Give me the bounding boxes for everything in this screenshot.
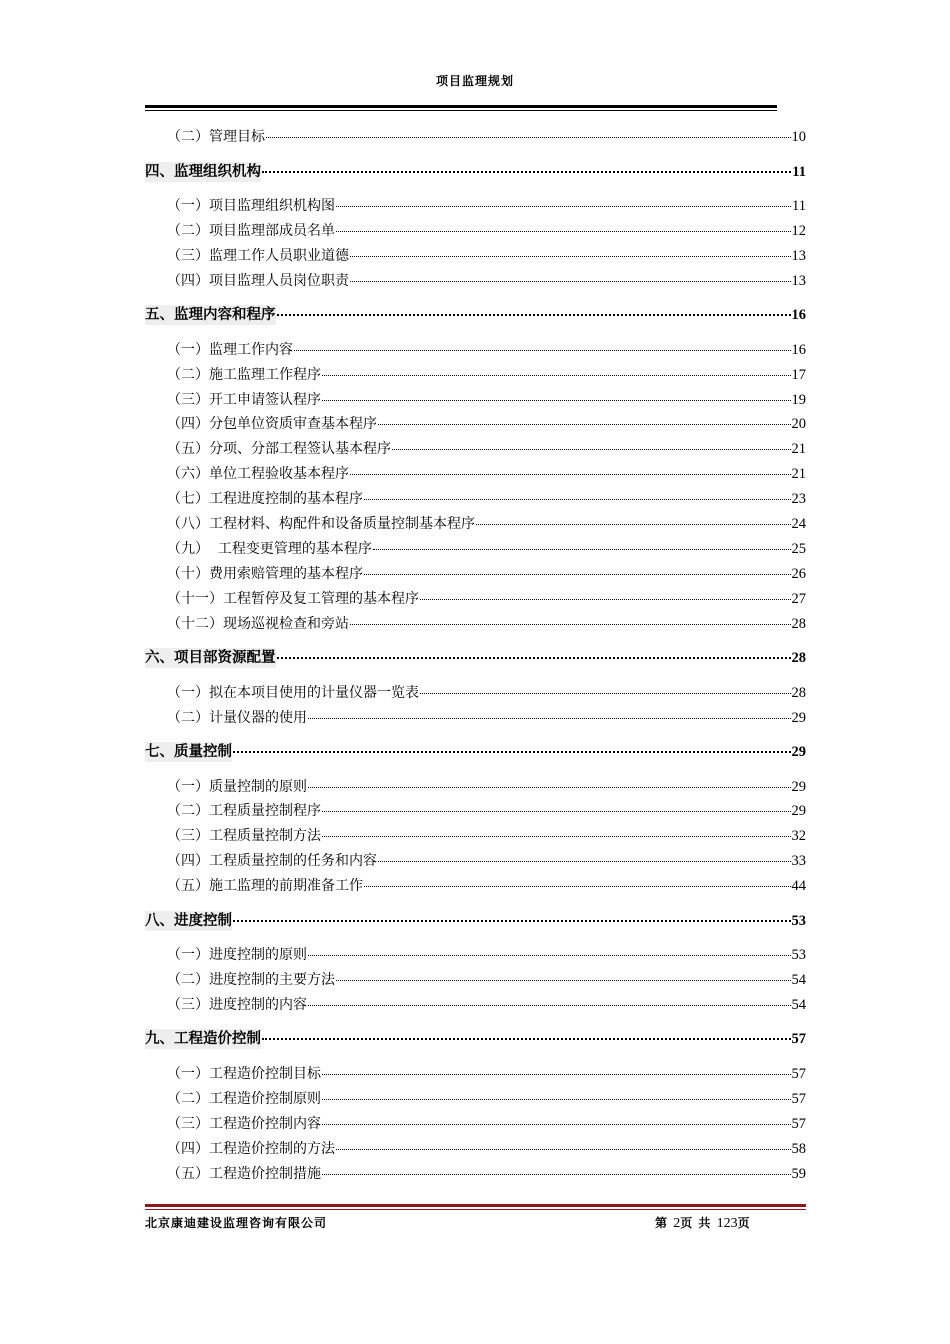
toc-section-entry[interactable] <box>145 439 806 459</box>
toc-entry-page: 25 <box>791 540 806 557</box>
toc-entry-label: （一）项目监理组织机构图 <box>167 198 335 214</box>
toc-entry-label: （五）分项、分部工程签认基本程序 <box>167 441 391 458</box>
toc-entry-page: 33 <box>791 853 806 870</box>
toc-entry-page: 16 <box>791 341 806 358</box>
toc-entry-label: 六、项目部资源配置 <box>145 650 276 667</box>
toc-entry-label: （二）工程质量控制程序 <box>167 803 321 820</box>
toc-entry-page: 21 <box>791 441 806 458</box>
header-rule-thin <box>145 110 777 111</box>
toc-section-entry[interactable] <box>145 1064 806 1084</box>
toc-section-entry[interactable] <box>145 246 806 266</box>
toc-entry-page: 29 <box>791 709 806 726</box>
toc-section-entry[interactable] <box>145 564 806 584</box>
toc-entry-page: 12 <box>791 222 806 239</box>
toc-section-entry[interactable] <box>145 539 806 559</box>
toc-dot-leader <box>420 692 791 694</box>
toc-entry-page: 32 <box>791 828 806 845</box>
toc-entry-page: 23 <box>791 491 806 508</box>
toc-dot-leader <box>277 656 791 659</box>
toc-entry-label: （一）质量控制的原则 <box>167 778 307 795</box>
toc-section-entry[interactable] <box>145 1114 806 1134</box>
toc-entry-page: 29 <box>791 744 806 760</box>
toc-chapter-entry[interactable] <box>145 1029 806 1049</box>
toc-entry-label: 四、监理组织机构 <box>145 163 261 180</box>
toc-section-entry[interactable] <box>145 945 806 965</box>
toc-dot-leader <box>350 280 791 282</box>
toc-entry-page: 57 <box>791 1065 806 1082</box>
toc-entry-label: （一）工程造价控制目标 <box>167 1065 321 1082</box>
toc-entry-label: （五）施工监理的前期准备工作 <box>167 878 363 895</box>
footer-rule-thick <box>145 1204 806 1207</box>
toc-entry-label: （十一）工程暂停及复工管理的基本程序 <box>167 590 419 607</box>
footer-page-suffix: 页 <box>737 1216 751 1230</box>
toc-entry-label: （十二）现场巡视检查和旁站 <box>167 615 349 632</box>
toc-dot-leader <box>308 1004 791 1006</box>
toc-section-entry[interactable] <box>145 1164 806 1184</box>
toc-entry-page: 57 <box>791 1031 806 1048</box>
toc-entry-label: （三）监理工作人员职业道德 <box>167 247 349 264</box>
toc-entry-page: 21 <box>791 466 806 483</box>
toc-dot-leader <box>364 498 791 500</box>
toc-section-entry[interactable] <box>145 851 806 871</box>
footer-company: 北京康迪建设监理咨询有限公司 <box>145 1216 328 1230</box>
toc-entry-page: 28 <box>791 684 806 701</box>
toc-dot-leader <box>336 1148 791 1150</box>
toc-dot-leader <box>322 1173 791 1175</box>
toc-section-entry[interactable] <box>145 876 806 896</box>
toc-section-entry[interactable] <box>145 1089 806 1109</box>
toc-section-entry[interactable] <box>145 826 806 846</box>
toc-dot-leader <box>322 374 791 376</box>
toc-entry-label: （五）工程造价控制措施 <box>167 1165 321 1182</box>
toc-entry-page: 29 <box>791 803 806 820</box>
toc-dot-leader <box>336 230 791 232</box>
toc-entry-page: 17 <box>791 366 806 383</box>
toc-chapter-entry[interactable] <box>145 742 806 762</box>
toc-entry-page: 26 <box>791 565 806 582</box>
footer-page-total: 123 <box>716 1216 738 1231</box>
toc-chapter-entry[interactable] <box>145 162 806 182</box>
toc-dot-leader <box>336 205 791 207</box>
toc-section-entry[interactable] <box>145 365 806 385</box>
toc-section-entry[interactable] <box>145 390 806 410</box>
toc-entry-page: 29 <box>791 778 806 795</box>
toc-section-entry[interactable] <box>145 340 806 360</box>
toc-dot-leader <box>336 979 791 981</box>
toc-dot-leader <box>308 954 791 956</box>
toc-entry-page: 44 <box>791 878 806 895</box>
toc-dot-leader <box>373 548 791 550</box>
toc-section-entry[interactable] <box>145 514 806 534</box>
toc-dot-leader <box>308 786 791 788</box>
toc-entry-label: （九） 工程变更管理的基本程序 <box>167 540 372 557</box>
toc-dot-leader <box>322 1073 791 1075</box>
toc-section-entry[interactable] <box>145 221 806 241</box>
toc-dot-leader <box>420 598 791 600</box>
toc-section-entry[interactable] <box>145 414 806 434</box>
toc-entry-page: 10 <box>791 129 806 145</box>
toc-dot-leader <box>322 1123 791 1125</box>
toc-entry-label: 八、进度控制 <box>145 912 232 929</box>
toc-dot-leader <box>308 717 791 719</box>
toc-section-entry[interactable] <box>145 127 806 147</box>
toc-dot-leader <box>476 523 791 525</box>
toc-section-entry[interactable] <box>145 995 806 1015</box>
toc-entry-page: 59 <box>791 1165 806 1182</box>
toc-dot-leader <box>350 255 791 257</box>
toc-dot-leader <box>322 1098 791 1100</box>
toc-section-entry[interactable] <box>145 683 806 703</box>
toc-dot-leader <box>392 448 791 450</box>
toc-dot-leader <box>322 810 791 812</box>
toc-dot-leader <box>233 750 791 753</box>
toc-section-entry[interactable] <box>145 614 806 634</box>
toc-entry-page: 13 <box>791 272 806 289</box>
toc-entry-label: （十）费用索赔管理的基本程序 <box>167 565 363 582</box>
toc-entry-page: 16 <box>791 307 806 324</box>
toc-dot-leader <box>364 573 791 575</box>
toc-entry-label: 七、质量控制 <box>145 744 232 760</box>
toc-dot-leader <box>233 919 791 922</box>
footer-page-number <box>655 1214 751 1232</box>
toc-entry-page: 57 <box>791 1090 806 1107</box>
toc-entry-label: （七）工程进度控制的基本程序 <box>167 491 363 508</box>
toc-entry-label: 五、监理内容和程序 <box>145 307 276 324</box>
toc-entry-label: （三）开工申请签认程序 <box>167 391 321 408</box>
toc-entry-page: 28 <box>791 650 806 667</box>
toc-dot-leader <box>322 399 791 401</box>
toc-dot-leader <box>262 170 791 173</box>
toc-section-entry[interactable] <box>145 196 806 216</box>
toc-section-entry[interactable] <box>145 489 806 509</box>
toc-entry-page: 58 <box>791 1140 806 1157</box>
toc-entry-label: （六）单位工程验收基本程序 <box>167 466 349 483</box>
toc-entry-label: （四）项目监理人员岗位职责 <box>167 272 349 289</box>
toc-dot-leader <box>350 623 791 625</box>
toc-entry-label: （二）施工监理工作程序 <box>167 366 321 383</box>
toc-entry-label: （三）进度控制的内容 <box>167 996 307 1013</box>
toc-entry-page: 54 <box>791 972 806 988</box>
toc-chapter-entry[interactable] <box>145 648 806 668</box>
toc-entry-page: 53 <box>791 912 806 929</box>
toc-entry-page: 24 <box>791 516 806 532</box>
toc-entry-label: （三）工程质量控制方法 <box>167 828 321 845</box>
toc-entry-label: （二）进度控制的主要方法 <box>167 972 335 988</box>
toc-entry-page: 54 <box>791 996 806 1013</box>
toc-entry-page: 53 <box>791 947 806 964</box>
toc-entry-label: 九、工程造价控制 <box>145 1031 261 1048</box>
toc-entry-label: （四）工程质量控制的任务和内容 <box>167 853 377 870</box>
toc-entry-label: （三）工程造价控制内容 <box>167 1115 321 1132</box>
toc-dot-leader <box>277 313 791 316</box>
toc-dot-leader <box>266 136 791 138</box>
toc-entry-label: （四）工程造价控制的方法 <box>167 1140 335 1157</box>
footer-page-prefix: 第 <box>655 1216 669 1230</box>
toc-entry-label: （一）进度控制的原则 <box>167 947 307 964</box>
toc-entry-label: （二）工程造价控制原则 <box>167 1090 321 1107</box>
toc-dot-leader <box>294 349 791 351</box>
toc-entry-label: （二）计量仪器的使用 <box>167 709 307 726</box>
toc-entry-page: 13 <box>791 247 806 264</box>
toc-entry-page: 19 <box>791 391 806 408</box>
page-header-title: 项目监理规划 <box>435 74 514 88</box>
toc-section-entry[interactable] <box>145 801 806 821</box>
toc-section-entry[interactable] <box>145 970 806 990</box>
toc-dot-leader <box>378 423 791 425</box>
toc-entry-label: （二）管理目标 <box>167 129 265 145</box>
toc-dot-leader <box>364 885 791 887</box>
toc-dot-leader <box>378 860 791 862</box>
toc-entry-page: 27 <box>791 590 806 607</box>
footer-rule-thin <box>145 1209 806 1210</box>
toc-section-entry[interactable] <box>145 777 806 797</box>
toc-entry-page: 57 <box>791 1115 806 1132</box>
toc-entry-label: （一）监理工作内容 <box>167 341 293 358</box>
toc-section-entry[interactable] <box>145 589 806 609</box>
header-rule-thick <box>145 105 777 108</box>
toc-entry-label: （四）分包单位资质审查基本程序 <box>167 416 377 433</box>
toc-entry-page: 11 <box>792 198 806 214</box>
toc-entry-label: （二）项目监理部成员名单 <box>167 222 335 239</box>
toc-dot-leader <box>350 473 791 475</box>
toc-dot-leader <box>322 835 791 837</box>
toc-entry-page: 11 <box>792 163 806 180</box>
toc-section-entry[interactable] <box>145 708 806 728</box>
footer-page-current: 2 <box>673 1216 681 1231</box>
toc-chapter-entry[interactable] <box>145 305 806 325</box>
toc-entry-label: （八）工程材料、构配件和设备质量控制基本程序 <box>167 516 475 532</box>
toc-section-entry[interactable] <box>145 464 806 484</box>
toc-entry-page: 20 <box>791 416 806 433</box>
footer-page-mid: 页 共 <box>680 1216 712 1230</box>
toc-chapter-entry[interactable] <box>145 911 806 931</box>
toc-section-entry[interactable] <box>145 271 806 291</box>
toc-entry-page: 28 <box>791 615 806 632</box>
toc-section-entry[interactable] <box>145 1139 806 1159</box>
toc-dot-leader <box>262 1037 791 1040</box>
toc-entry-label: （一）拟在本项目使用的计量仪器一览表 <box>167 684 419 701</box>
